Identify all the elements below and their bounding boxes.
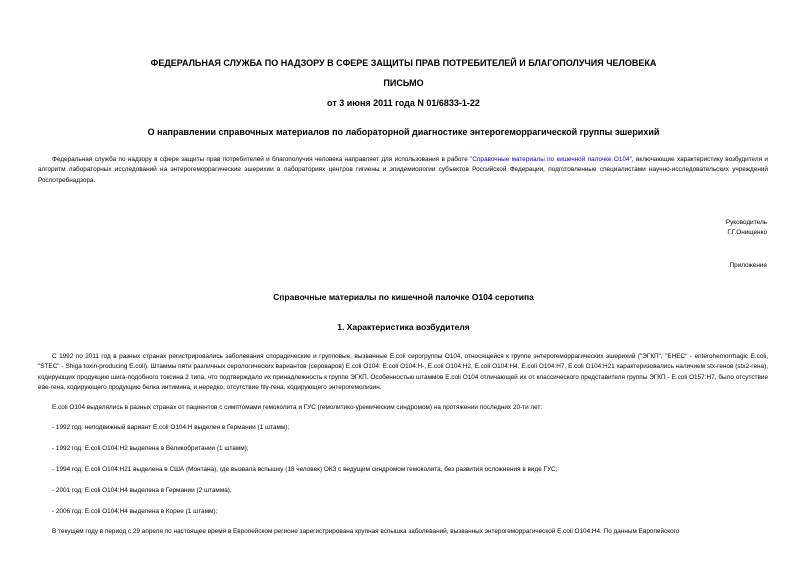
signature-name: Г.Г.Онищенко — [727, 229, 767, 236]
letter-text-start: Федеральная служба по надзору в сфере защиты прав потребителей и благополучия человека направляет для использования в работе — [52, 156, 471, 163]
outbreak-line: В текущем году в период с 29 апреля по настоящее время в Европейском регионе зарегистрирована крупная вспышка заболеваний, вызванных энтерогеморрагической E.coli O104:H4. По данным Европейского — [52, 528, 680, 535]
signature-title: Руководитель — [725, 219, 767, 226]
letter-paragraph — [38, 155, 768, 186]
list-item: - 1992 год: неподвижный вариант E.coli O104:H выделен в Германии (1 штамм); — [52, 424, 290, 431]
letter-text-end: , включающие характеристику возбудителя и алгоритм лабораторных исследований на энтерогеморрагические эшерихии в лабораториях центров гигиены и эпидемиологии субъектов Российской Федерации, подготовленные специалистами научно-исследовательских учреждений Роспотребнадзора. — [38, 156, 768, 184]
document-subject: О направлении справочных материалов по лабораторной диагностике энтерогеморрагической группы эшерихий — [147, 127, 660, 137]
document-number: от 3 июня 2011 года N 01/6833-1-22 — [327, 98, 480, 108]
list-item: - 2006 год: E.coli O104:H4 выделена в Корее (1 штамм); — [52, 508, 218, 515]
reference-materials-link[interactable]: "Справочные материалы по кишечной палочке О104" — [470, 156, 632, 163]
pathogen-paragraph: С 1992 по 2011 год в разных странах регистрировались заболевания спорадические и групповые, вызванные E.coli серогруппы O104, относящейся к группе энтерогеморрагических эшерихий ("ЭГКП", "EHEC" - enterohemorrhagic E.coli, "STEC" - Shiga toxin-producing E.coli). Штаммы пяти различных серологических вариантов (сероваров) E.coli O104: E.coli O104:H-, E.coli O104:H2, E.coli O104:H4, E.coli O104:H7, E.coli O104:H21 характеризовались наличием stx-генов (stx2-гена), кодирующих продукцию шига-подобного токсина 2 типа, что подтверждало их принадлежность к группе ЭГКП. Особенностью штаммов E.coli O104 отличающей их от классического представителя группы ЭГКП - E.coli O157:H7, было отсутствие eae-гена, кодирующего продукцию белка интимина, и нередко, отсутствие hly-гена, кодирующего энтерогемолизин. — [38, 353, 768, 392]
appendix-title: Справочные материалы по кишечной палочке О104 серотипа — [273, 292, 534, 302]
document-type: ПИСЬМО — [383, 78, 424, 88]
list-item: - 1994 год: E.coli O104:H21 выделена в США (Монтана), где вызвала вспышку (18 человек) ОКЗ с ведущим синдромом гемоколита, без развития осложнения в виде ГУС; — [52, 466, 558, 473]
list-item: - 1992 год: E.coli O104:H2 выделена в Великобритании (1 штамм); — [52, 445, 249, 452]
agency-heading: ФЕДЕРАЛЬНАЯ СЛУЖБА ПО НАДЗОРУ В СФЕРЕ ЗАЩИТЫ ПРАВ ПОТРЕБИТЕЛЕЙ И БЛАГОПОЛУЧИЯ ЧЕЛОВЕКА — [150, 58, 657, 68]
list-item: - 2001 год: E.coli O104:H4 выделена в Германии (2 штамма); — [52, 487, 232, 494]
appendix-label: Приложение — [729, 262, 767, 269]
intro-line: E.coli O104 выделялись в разных странах от пациентов с симптомами гемоколита и ГУС (гемолитико-уремическим синдромом) на протяжении последних 20-ти лет: — [52, 404, 543, 411]
section-title: 1. Характеристика возбудителя — [337, 322, 470, 332]
